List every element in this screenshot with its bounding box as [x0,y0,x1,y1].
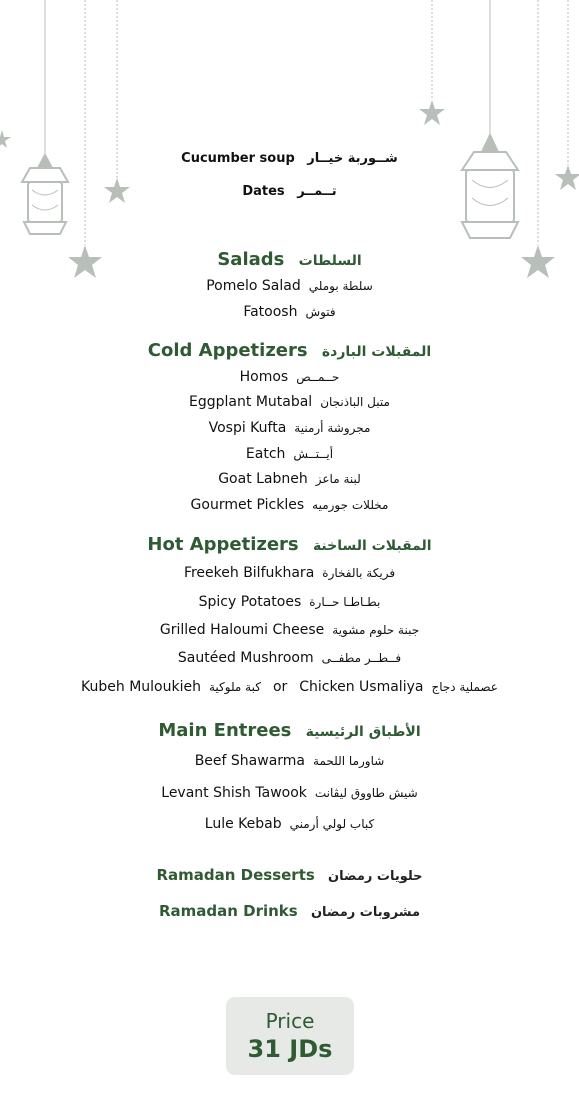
item-name-en: Dates [242,184,285,199]
menu-item: Goat Labneh لبنة ماعز [218,471,361,487]
star-icon [0,130,11,148]
menu-item: Spicy Potatoes بطـاطـا حــارة [198,594,381,610]
menu-item: Lule Kebab كباب لولي أرمني [204,816,375,832]
menu-item: Grilled Haloumi Cheese جبنة حلوم مشوية [159,622,420,638]
item-name-ar: تــمــر [297,184,337,199]
section-heading-salads: Salads السلطات [217,249,362,270]
menu-item: Levant Shish Tawook شيش طاووق ليڤانت [161,785,418,801]
menu-item: Fatoosh فتوش [243,304,336,320]
item-name-ar: شــوربة خيــار [307,151,398,166]
menu-item: Sautéed Mushroom فــطــر مطفــى [177,650,402,666]
price-value: 31 JDs [247,1035,333,1063]
price-label: Price [265,1009,315,1033]
menu-item: Pomelo Salad سلطة بوملي [206,278,373,294]
price-badge [226,997,354,1075]
menu-item: Freekeh Bilfukhara فريكة بالفخارة [183,565,396,581]
starter-item [0,151,579,166]
menu-item: Eggplant Mutabal متبل الباذنجان [189,394,390,410]
section-heading-hot-appetizers: Hot Appetizers المقبلات الساخنة [147,534,432,555]
section-heading-main-entrees: Main Entrees الأطباق الرئيسية [158,720,421,741]
menu-item: Vospi Kufta مجروشة أرمنية [208,420,371,436]
menu-item: Beef Shawarma شاورما اللحمة [194,753,385,769]
starter-item [0,184,579,199]
menu-item: Eatch أيــتــش [245,446,334,462]
item-name-en: Cucumber soup [181,151,295,166]
star-icon [419,100,445,125]
section-heading-desserts: Ramadan Desserts حلويات رمضان [156,866,423,884]
menu-item-combo: Kubeh Muloukieh كبة ملوكية or Chicken Usmaliya عصملية دجاج [81,679,498,695]
section-heading-drinks: Ramadan Drinks مشروبات رمضان [158,902,421,920]
menu-item: Homos حــمــص [239,369,340,385]
section-heading-cold-appetizers: Cold Appetizers المقبلات الباردة [147,340,432,361]
menu-item: Gourmet Pickles مخللات جورميه [190,497,389,513]
